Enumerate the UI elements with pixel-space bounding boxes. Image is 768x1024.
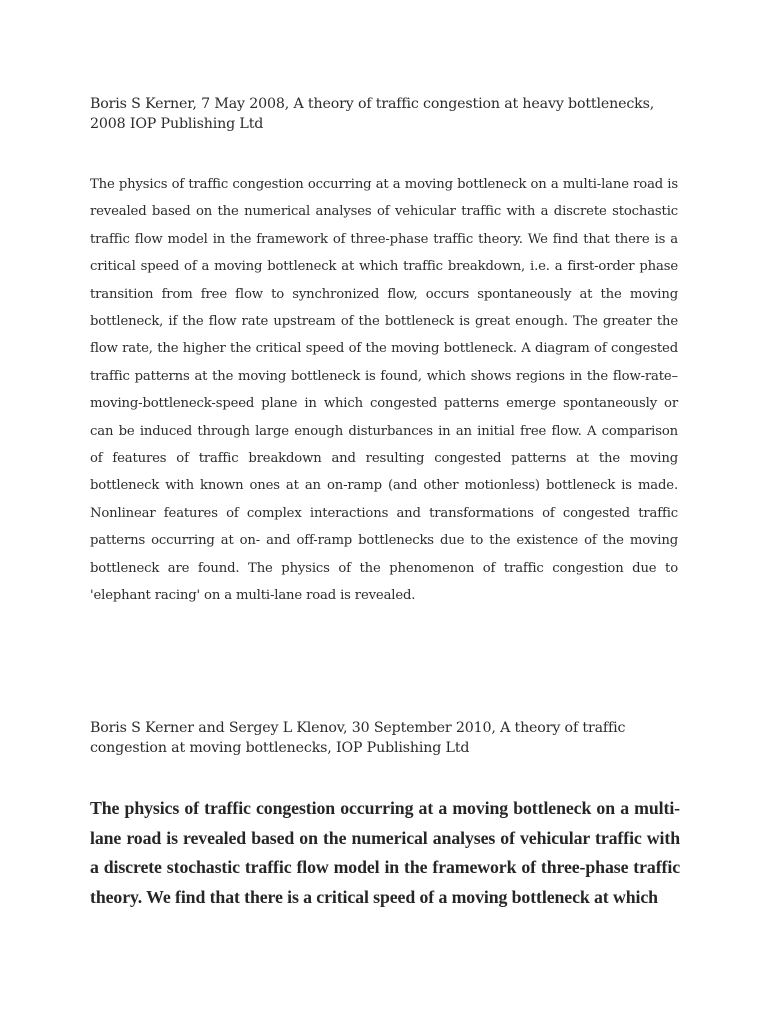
abstract-kerner-2008: The physics of traffic congestion occurring at a moving bottleneck on a multi-lane road is revealed based on the numerical analyses of vehicular traffic with a discrete stochastic traffic flow model in the framework of three-phase traffic theory. We find that there is a critical speed of a moving bottleneck at which traffic breakdown, i.e. a first-order phase transition from free flow to synchronized flow, occurs spontaneously at the moving bottleneck, if the flow rate upstream of the bottleneck is great enough. The greater the flow rate, the higher the critical speed of the moving bottleneck. A diagram of congested traffic patterns at the moving bottleneck is found, which shows regions in the flow-rate–moving-bottleneck-speed plane in which congested patterns emerge spontaneously or can be induced through large enough disturbances in an initial free flow. A comparison of features of traffic breakdown and resulting congested patterns at the moving bottleneck with known ones at an on-ramp (and other motionless) bottleneck is made. Nonlinear features of complex interactions and transformations of congested traffic patterns occurring at on- and off-ramp bottlenecks due to the existence of the moving bottleneck are found. The physics of the phenomenon of traffic congestion due to 'elephant racing' on a multi-lane road is revealed. <box>90 177 678 604</box>
citation-kerner-2008: Boris S Kerner, 7 May 2008, A theory of traffic congestion at heavy bottlenecks, 2008 IOP Publishing Ltd <box>90 96 655 132</box>
citation-kerner-klenov-2010: Boris S Kerner and Sergey L Klenov, 30 September 2010, A theory of traffic congestion at moving bottlenecks, IOP Publishing Ltd <box>90 720 626 756</box>
abstract-kerner-klenov-2010: The physics of traffic congestion occurring at a moving bottleneck on a multi-lane road is revealed based on the numerical analyses of vehicular traffic with a discrete stochastic traffic flow model in the framework of three-phase traffic theory. We find that there is a critical speed of a moving bottleneck at which <box>90 798 680 907</box>
